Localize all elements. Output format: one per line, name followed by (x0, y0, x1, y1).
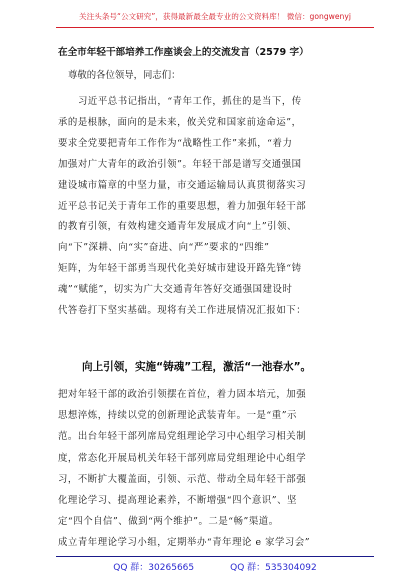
footer-contacts (56, 560, 374, 576)
text-line: 习，不断扩大覆盖面，引领、示范、带动全局年轻干部强 (58, 473, 307, 485)
text-line: 化理论学习、提高理论素养，不断增强“四个意识”、坚 (58, 495, 297, 507)
footer-divider (56, 556, 374, 557)
header-divider (56, 27, 374, 28)
paragraph-2 (58, 384, 370, 554)
text-line: 定“四个自信”、做到“两个维护”。二是“畅”渠道。 (58, 516, 279, 528)
text-line: 的教育引领，有效构建交通青年发展成才向“上”引领、 (58, 221, 297, 233)
text-line: 代答卷打下坚实基础。现将有关工作进展情况汇报如下： (58, 305, 307, 317)
qq-group-1: QQ 群：30265665 (113, 563, 195, 573)
text-line: 范。出台年轻干部列席局党组理论学习中心组学习相关制 (58, 431, 307, 443)
text-line: 习近平总书记指出，“青年工作，抓住的是当下，传 (78, 96, 302, 107)
text-line: 加强对广大青年的政治引领”。年轻干部是谱写交通强国 (58, 158, 302, 170)
text-line: 建设城市篇章的中坚力量，市交通运输局认真贯彻落实习 (58, 179, 307, 191)
paragraph-1 (58, 92, 370, 322)
header-banner: 关注头条号“公文研究”，获得最新最全最专业的公文资料库！ 微信：gongwenyj (79, 12, 351, 21)
text-line: 魂”“赋能”，切实为广大交通青年答好交通强国建设时 (58, 284, 293, 296)
qq-group-2: QQ 群：535304092 (230, 563, 317, 573)
text-line: 近平总书记关于青年工作的重要思想，着力加强年轻干部 (58, 200, 307, 212)
section-heading: 向上引领，实施“铸魂”工程，激活“一池春水”。 (82, 361, 312, 373)
text-line: 成立青年理论学习小组，定期举办“青年理论 e 家学习会” (58, 537, 311, 549)
text-line: 把对年轻干部的政治引领摆在首位，着力固本培元，加强 (58, 389, 307, 400)
text-line: 要求全党要把青年工作作为“战略性工作”来抓，“着力 (58, 137, 293, 149)
text-line: 向“下”深耕、向“实”奋进、向“严”要求的“四维” (58, 242, 270, 254)
greeting: 尊敬的各位领导，同志们： (68, 70, 181, 81)
text-line: 思想淬炼，持续以党的创新理论武装青年。一是“重”示 (58, 410, 297, 422)
text-line: 矩阵，为年轻干部勇当现代化美好城市建设开路先锋“铸 (58, 263, 302, 275)
text-line: 度，常态化开展局机关年轻干部列席局党组理论中心组学 (58, 452, 307, 464)
document-title: 在全市年轻干部培养工作座谈会上的交流发言（2579 字） (58, 47, 309, 58)
text-line: 承的是根脉，面向的是未来，攸关党和国家前途命运”， (58, 116, 302, 128)
